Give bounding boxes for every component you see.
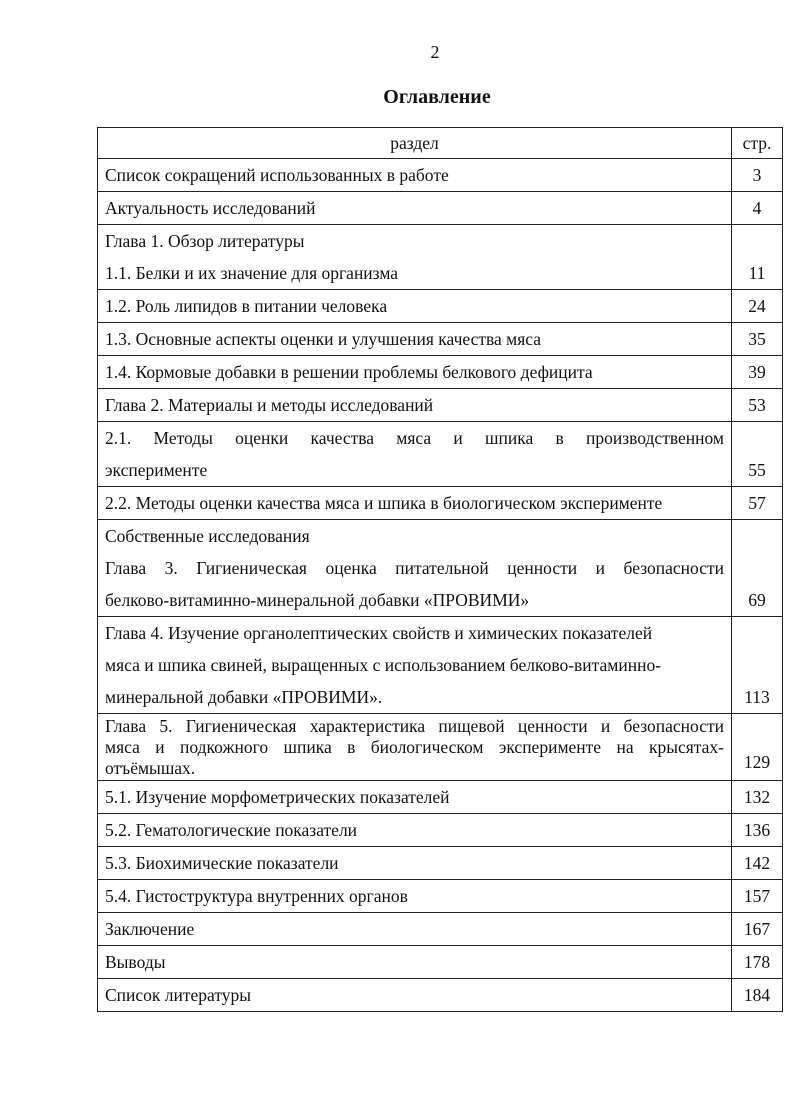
- toc-row: [98, 520, 783, 617]
- toc-entry: Глава 1. Обзор литературы: [105, 231, 305, 251]
- toc-table: [97, 127, 783, 1012]
- toc-entry: эксперименте: [105, 460, 208, 480]
- toc-page: 35: [732, 323, 783, 356]
- toc-entry: Глава 4. Изучение органолептических свойств и химических показателей: [105, 623, 653, 643]
- toc-entry: 5.2. Гематологические показатели: [98, 814, 732, 847]
- toc-entry: 5.1. Изучение морфометрических показателей: [98, 781, 732, 814]
- toc-page: 55: [732, 422, 783, 487]
- section-column-header: раздел: [98, 128, 732, 159]
- toc-entry: Глава 2. Материалы и методы исследований: [98, 389, 732, 422]
- toc-entry: белково-витаминно-минеральной добавки «ПРОВИМИ»: [105, 590, 530, 610]
- toc-entry: 1.4. Кормовые добавки в решении проблемы белкового дефицита: [98, 356, 732, 389]
- toc-row: [98, 192, 783, 225]
- toc-entry: Список сокращений использованных в работе: [98, 159, 732, 192]
- toc-entry: 2.2. Методы оценки качества мяса и шпика в биологическом эксперименте: [98, 487, 732, 520]
- toc-page: 3: [732, 159, 783, 192]
- toc-row: [98, 389, 783, 422]
- toc-entry: отъёмышах.: [105, 758, 196, 778]
- page-number: 2: [430, 42, 440, 62]
- toc-entry: Список литературы: [98, 979, 732, 1012]
- toc-row: [98, 225, 783, 290]
- toc-row: [98, 487, 783, 520]
- toc-row: [98, 913, 783, 946]
- toc-row: [98, 781, 783, 814]
- toc-page: 136: [732, 814, 783, 847]
- toc-page: 113: [732, 617, 783, 714]
- toc-entry: 2.1. Методы оценки качества мяса и шпика в производственном: [105, 428, 724, 448]
- toc-page: 167: [732, 913, 783, 946]
- toc-entry: 5.3. Биохимические показатели: [98, 847, 732, 880]
- toc-row: [98, 617, 783, 714]
- toc-page: 157: [732, 880, 783, 913]
- toc-entry: минеральной добавки «ПРОВИМИ».: [105, 687, 383, 707]
- toc-entry: мяса и шпика свиней, выращенных с использованием белково-витаминно-: [105, 655, 662, 675]
- toc-page: 24: [732, 290, 783, 323]
- toc-row: [98, 979, 783, 1012]
- toc-entry: Собственные исследования: [105, 526, 310, 546]
- toc-entry: мяса и подкожного шпика в биологическом эксперименте на крысятах-: [105, 737, 724, 757]
- toc-row: [98, 356, 783, 389]
- page-title: Оглавление: [383, 86, 491, 108]
- toc-page: 129: [732, 714, 783, 781]
- toc-page: 132: [732, 781, 783, 814]
- toc-entry: 1.1. Белки и их значение для организма: [105, 263, 399, 283]
- toc-header-row: [98, 128, 783, 159]
- toc-entry: Глава 3. Гигиеническая оценка питательной ценности и безопасности: [105, 558, 724, 578]
- toc-entry: Глава 5. Гигиеническая характеристика пищевой ценности и безопасности: [105, 716, 724, 736]
- toc-row: [98, 880, 783, 913]
- toc-page: 57: [732, 487, 783, 520]
- toc-entry: Заключение: [98, 913, 732, 946]
- toc-page: 4: [732, 192, 783, 225]
- toc-entry: 1.3. Основные аспекты оценки и улучшения качества мяса: [98, 323, 732, 356]
- toc-row: [98, 847, 783, 880]
- toc-entry: 5.4. Гистоструктура внутренних органов: [98, 880, 732, 913]
- toc-row: [98, 323, 783, 356]
- toc-row: [98, 159, 783, 192]
- toc-row: [98, 290, 783, 323]
- toc-page: 39: [732, 356, 783, 389]
- toc-page: 11: [732, 225, 783, 290]
- toc-page: 184: [732, 979, 783, 1012]
- toc-row: [98, 946, 783, 979]
- page-column-header: стр.: [732, 128, 783, 159]
- toc-entry: 1.2. Роль липидов в питании человека: [98, 290, 732, 323]
- toc-row: [98, 422, 783, 487]
- toc-page: 142: [732, 847, 783, 880]
- toc-entry: Выводы: [98, 946, 732, 979]
- toc-row: [98, 714, 783, 781]
- toc-page: 178: [732, 946, 783, 979]
- toc-row: [98, 814, 783, 847]
- toc-entry: Актуальность исследований: [98, 192, 732, 225]
- toc-page: 69: [732, 520, 783, 617]
- toc-page: 53: [732, 389, 783, 422]
